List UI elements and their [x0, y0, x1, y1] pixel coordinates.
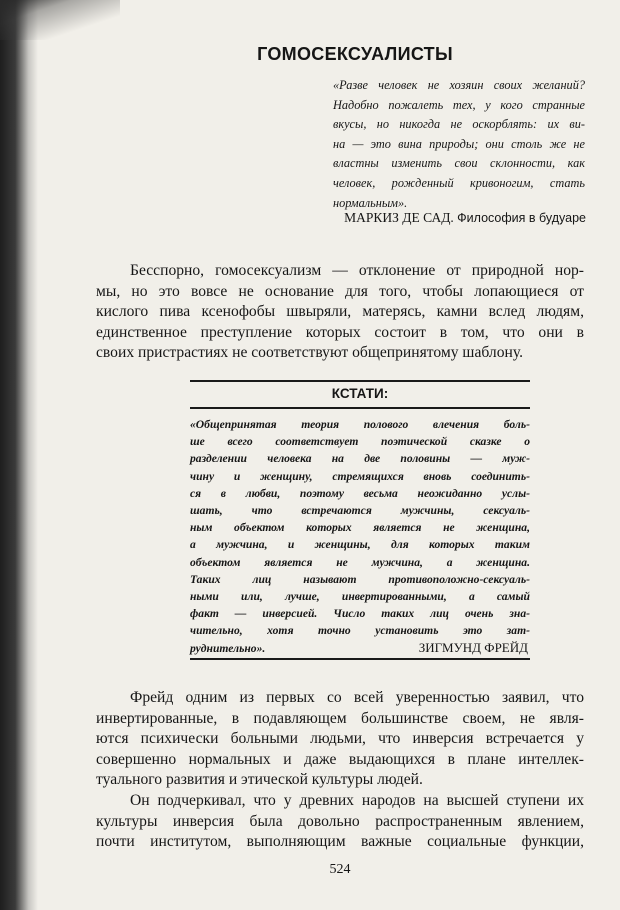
epigraph-line: нормальным».	[333, 195, 408, 210]
sidebar-quote-line: чительно, хотя точно установить это зат-	[190, 624, 530, 638]
sidebar-quote-line: руднительно».	[190, 641, 266, 655]
sidebar-top-rule	[190, 380, 530, 382]
text-line: почти институтом, выполняющим важные социальные функции,	[96, 833, 584, 851]
epigraph-line: вкусы, но никогда не оскорблять: их ви-	[333, 117, 585, 132]
text-line: Фрейд одним из первых со всей уверенностью заявил, что	[130, 689, 584, 706]
text-line: культуры инверсия была довольно распространенным явлением,	[96, 812, 584, 830]
sidebar-quote-line: ся в любви, поэтому весьма неожиданно услы-	[190, 486, 530, 500]
epigraph-line: «Разве человек не хозяин своих желаний?	[333, 78, 585, 92]
epigraph-line: Надобно пожалеть тех, у кого странные	[333, 97, 585, 112]
paragraph-intro	[96, 261, 584, 364]
epigraph-work: Философия в будуаре	[457, 211, 586, 225]
sidebar-heading-rule	[190, 407, 530, 409]
sidebar-quote-line: факт — инверсией. Число таких лиц очень зна-	[190, 607, 530, 621]
sidebar-quote-line: а мужчина, и женщины, для которых таким	[190, 538, 530, 552]
text-line: своих пристрастиях не соответствуют общепринятому шаблону.	[96, 344, 523, 362]
corner-shadow	[0, 0, 120, 40]
text-line: инвертированные, в подавляющем большинстве своем, не явля-	[96, 709, 584, 727]
epigraph-line: властны изменить свои склонности, как	[333, 156, 585, 171]
binding-shadow	[0, 0, 38, 910]
sidebar-quote-line: «Общепринятая теория полового влечения боль-	[190, 418, 530, 431]
sidebar-quote-line: чину и женщину, стремящихся вновь соединить-	[190, 469, 530, 483]
chapter-title: ГОМОСЕКСУАЛИСТЫ	[257, 44, 453, 64]
text-line: единственное преступление которых состоит в том, что они в	[96, 323, 584, 341]
epigraph-source	[330, 210, 586, 226]
paragraph-freud	[96, 688, 584, 791]
sidebar-quote-line: ными или, лучше, инвертированными, а самый	[190, 590, 530, 604]
sidebar-quote-line: разделении человека на две половины — муж-	[190, 452, 530, 466]
text-line: туального развития и этической культуры людей.	[96, 771, 423, 789]
epigraph-quote	[333, 76, 585, 213]
page-number: 524	[329, 862, 351, 877]
text-line: совершенно нормальных и даже выдающихся в плане интеллек-	[96, 750, 584, 768]
paragraph-ancient	[96, 791, 584, 853]
sidebar-quote-line: ным объектом которых является не женщина,	[190, 521, 530, 535]
epigraph-line: на — это вина природы; они столь же не	[333, 136, 585, 151]
sidebar-quote-line: ше всего соответствует поэтической сказке о	[190, 435, 530, 449]
sidebar-quote-line: Таких лиц называют противоположно-сексуаль-	[190, 572, 530, 586]
sidebar-heading: КСТАТИ:	[331, 386, 389, 401]
sidebar-bottom-rule	[190, 658, 530, 660]
text-line: ются психически больными людьми, что инверсия встречается у	[96, 730, 584, 748]
sidebar-quote-line: объектом является не мужчина, а женщина.	[190, 555, 530, 569]
text-line: мы, но это вовсе не основание для того, чтобы лопающиеся от	[96, 282, 584, 300]
sidebar-quote	[190, 416, 530, 657]
text-line: кислого пива ксенофобы швыряли, матерясь, камни вслед людям,	[96, 303, 584, 321]
sidebar-quote-line: шать, что встречаются мужчины, сексуаль-	[190, 504, 530, 518]
text-line: Бесспорно, гомосексуализм — отклонение от природной нор-	[130, 262, 584, 279]
epigraph-line: человек, рожденный кривоногим, стать	[333, 175, 585, 190]
sidebar-author: ЗИГМУНД ФРЕЙД	[418, 640, 528, 655]
text-line: Он подчеркивал, что у древних народов на высшей ступени их	[130, 792, 584, 809]
epigraph-author: МАРКИЗ ДЕ САД.	[344, 210, 454, 225]
